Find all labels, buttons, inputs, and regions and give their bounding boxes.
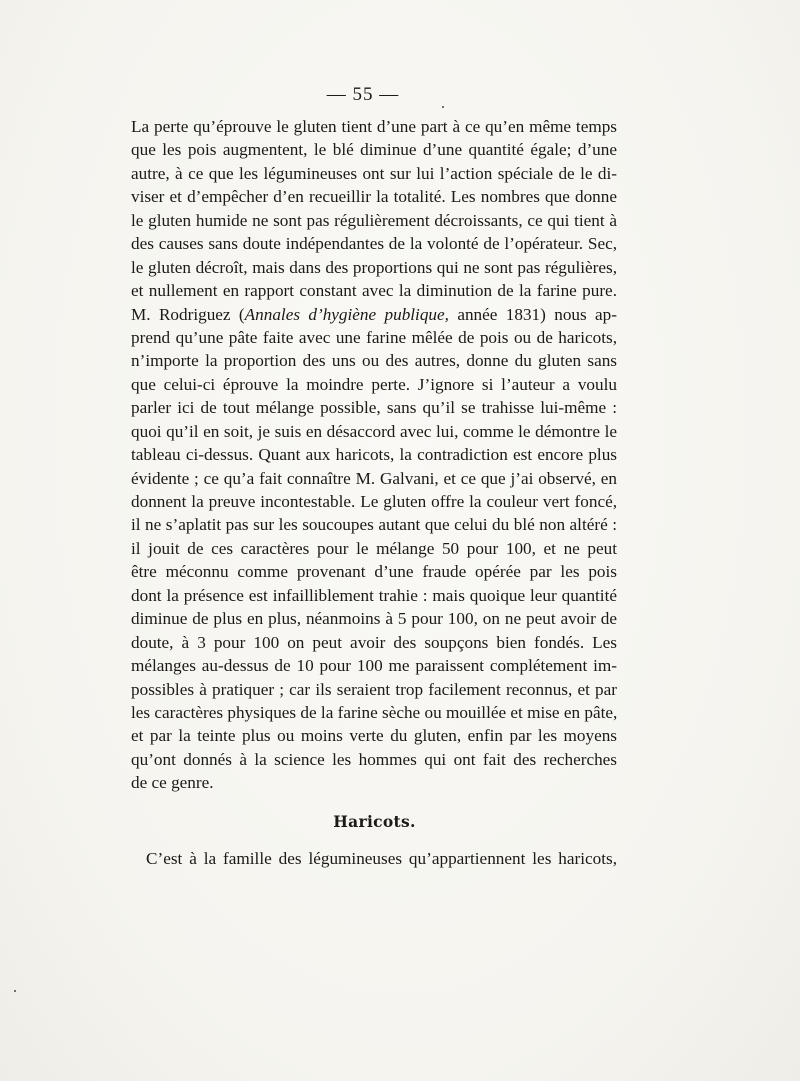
text-line: les caractères physiques de la farine sèche ou mouillée et mise en pâte, [131, 702, 618, 722]
text-line: diminue de plus en plus, néanmoins à 5 pour 100, on ne peut avoir de [131, 609, 617, 629]
text-line: il jouit de ces caractères pour le mélange 50 pour 100, et ne peut [131, 538, 617, 558]
text-line: il ne s’aplatit pas sur les soucoupes autant que celui du blé non altéré : [131, 515, 617, 535]
text-line: être méconnu comme provenant d’une fraude opérée par les pois [131, 562, 617, 582]
text-line: des causes sans doute indépendantes de la volonté de l’opérateur. Sec, [131, 234, 617, 254]
text-line: prend qu’une pâte faite avec une farine mêlée de pois ou de haricots, [131, 327, 617, 347]
text-line: possibles à pratiquer ; car ils seraient trop facilement reconnus, et par [131, 679, 617, 699]
text-line-citation [131, 303, 617, 326]
text-line: doute, à 3 pour 100 on peut avoir des soupçons bien fondés. Les [131, 632, 617, 652]
text-line: que les pois augmentent, le blé diminue d’une quantité égale; d’une [131, 140, 617, 160]
paper-speck [442, 106, 444, 108]
citation-prefix: M. Rodriguez ( [131, 304, 245, 324]
section-heading: Haricots. [333, 812, 416, 831]
text-line: mélanges au-dessus de 10 pour 100 me paraissent complétement im- [131, 656, 617, 676]
text-line: viser et d’empêcher d’en recueillir la totalité. Les nombres que donne [131, 187, 617, 207]
text-line: La perte qu’éprouve le gluten tient d’une part à ce qu’en même temps [131, 117, 617, 136]
text-line: parler ici de tout mélange possible, sans qu’il se trahisse lui-même : [131, 398, 617, 418]
text-line: le gluten humide ne sont pas régulièrement décroissants, ce qui tient à [131, 210, 617, 230]
paper-speck [14, 990, 16, 992]
journal-title: Annales d’hygiène publique, [244, 304, 449, 324]
text-line: que celui-ci éprouve la moindre perte. J’ignore si l’auteur a voulu [131, 374, 617, 394]
text-line: et nullement en rapport constant avec la diminution de la farine pure. [131, 281, 617, 301]
paragraph-gluten [131, 115, 617, 795]
text-line: qu’ont donnés à la science les hommes qui ont fait des recherches [131, 749, 617, 769]
text-line: quoi qu’il en soit, je suis en désaccord avec lui, comme le démontre le [131, 421, 617, 441]
text-line: autre, à ce que les légumineuses ont sur lui l’action spéciale de le di- [131, 163, 617, 183]
citation-suffix: année 1831) nous ap- [448, 304, 618, 324]
page-number: — 55 — [326, 84, 400, 105]
text-line: de ce genre. [131, 773, 214, 793]
text-line: tableau ci-dessus. Quant aux haricots, la contradiction est encore plus [131, 445, 617, 465]
text-line: dont la présence est infailliblement trahie : mais quoique leur quantité [131, 585, 617, 605]
paragraph-haricots [131, 847, 617, 870]
text-line: donnent la preuve incontestable. Le gluten offre la couleur vert foncé, [131, 492, 617, 511]
text-line: n’importe la proportion des uns ou des autres, donne du gluten sans [131, 351, 617, 371]
text-line: le gluten décroît, mais dans des proportions qui ne sont pas régulières, [131, 257, 617, 277]
text-line: et par la teinte plus ou moins verte du gluten, enfin par les moyens [131, 726, 617, 746]
text-line: C’est à la famille des légumineuses qu’appartiennent les haricots, [146, 849, 617, 868]
text-line: évidente ; ce qu’a fait connaître M. Galvani, et ce que j’ai observé, en [131, 468, 617, 488]
